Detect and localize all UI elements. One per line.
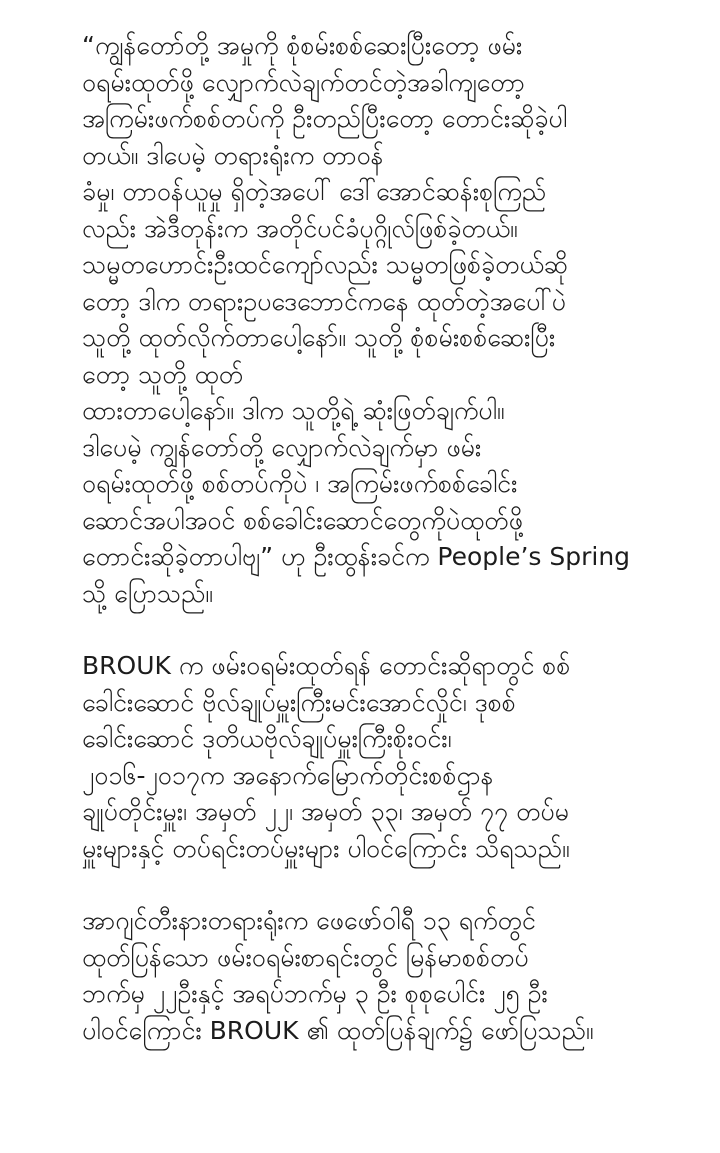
text-line: အကြမ်းဖက်စစ်တပ်ကို ဦးတည်ပြီးတော့ တောင်းဆိုခဲ့ပါ: [82, 104, 568, 133]
text-line: ခေါင်းဆောင် ဒုတိယဗိုလ်ချုပ်မှူးကြီးစိုးဝင်း၊: [82, 724, 452, 753]
text-line: ဘက်မှ ၂၂ဦးနှင့် အရပ်ဘက်မှ ၃ ဦး စုစုပေါင်း ၂၅ ဦး: [82, 979, 548, 1008]
text-line: သူတို့ ထုတ်လိုက်တာပေါ့နော်။ သူတို့ စုံစမ်းစစ်ဆေးပြီး: [82, 323, 556, 352]
text-line: တော့ သူတို့ ထုတ်: [82, 359, 244, 389]
text-line: BROUK က ဖမ်းဝရမ်းထုတ်ရန် တောင်းဆိုရာတွင် စစ်: [82, 651, 571, 680]
text-line: ပါဝင်ကြောင်း BROUK ၏ ထုတ်ပြန်ချက်၌ ဖော်ပြသည်။: [82, 1015, 594, 1045]
text-line: “ကျွန်တော်တို့ အမှုကို စုံစမ်းစစ်ဆေးပြီးတော့ ဖမ်း: [82, 31, 523, 60]
text-line: ၂၀၁၆-၂၀၁၇က အနောက်မြောက်တိုင်းစစ်ဌာန: [82, 760, 494, 790]
text-line: ဝရမ်းထုတ်ဖို့ စစ်တပ်ကိုပဲ ၊ အကြမ်းဖက်စစ်ခေါင်း: [82, 469, 518, 498]
text-line: တောင်းဆိုခဲ့တာပါဗျ” ဟု ဦးထွန်းခင်က People’s Spring: [82, 542, 631, 571]
paragraph-spacer: [82, 867, 660, 903]
quote-paragraph: [82, 28, 660, 612]
text-line: ချုပ်တိုင်းမှူး၊ အမှတ် ၂၂၊ အမှတ် ၃၃၊ အမှတ် ၇၇ တပ်မ: [82, 797, 569, 826]
text-line: တယ်။ ဒါပေမဲ့ တရားရုံးက တာဝန်: [82, 140, 384, 170]
text-line: သမ္မတဟောင်းဦးထင်ကျော်လည်း သမ္မတဖြစ်ခဲ့တယ်ဆို: [82, 250, 568, 279]
text-line: ခံမှု၊ တာဝန်ယူမှု ရှိတဲ့အပေါ် ဒေါ်အောင်ဆန်းစုကြည်: [82, 177, 547, 206]
text-line: အာဂျင်တီးနားတရားရုံးက ဖေဖော်ဝါရီ ၁၃ ရက်တွင်: [82, 906, 536, 935]
paragraph-spacer: [82, 612, 660, 648]
text-line: ခေါင်းဆောင် ဗိုလ်ချုပ်မှူးကြီးမင်းအောင်လှိုင်၊ ဒုစစ်: [82, 687, 516, 717]
text-line: လည်း အဲဒီတုန်းက အတိုင်ပင်ခံပုဂ္ဂိုလ်ဖြစ်ခဲ့တယ်။: [82, 213, 518, 243]
text-line: ဆောင်အပါအဝင် စစ်ခေါင်းဆောင်တွေကိုပဲထုတ်ဖို့: [82, 505, 523, 535]
text-line: မှူးများနှင့် တပ်ရင်းတပ်မှူးများ ပါဝင်ကြောင်း သိရသည်။: [82, 833, 570, 863]
text-line: ထားတာပေါ့နော်။ ဒါက သူတို့ရဲ့ ဆုံးဖြတ်ချက်ပါ။: [82, 396, 505, 425]
text-line: တော့ ဒါက တရားဥပဒေဘောင်ကနေ ထုတ်တဲ့အပေါ်ပဲ: [82, 286, 566, 316]
suspects-paragraph: [82, 648, 660, 867]
text-line: ဒါပေမဲ့ ကျွန်တော်တို့ လျှောက်လဲချက်မှာ ဖမ်း: [82, 432, 482, 462]
text-line: သို့ ပြောသည်။: [82, 578, 213, 608]
text-line: ထုတ်ပြန်သော ဖမ်းဝရမ်းစာရင်းတွင် မြန်မာစစ်တပ်: [82, 942, 529, 972]
text-line: ဝရမ်းထုတ်ဖို့ လျှောက်လဲချက်တင်တဲ့အခါကျတော့: [82, 67, 525, 97]
warrant-list-paragraph: [82, 903, 660, 1049]
